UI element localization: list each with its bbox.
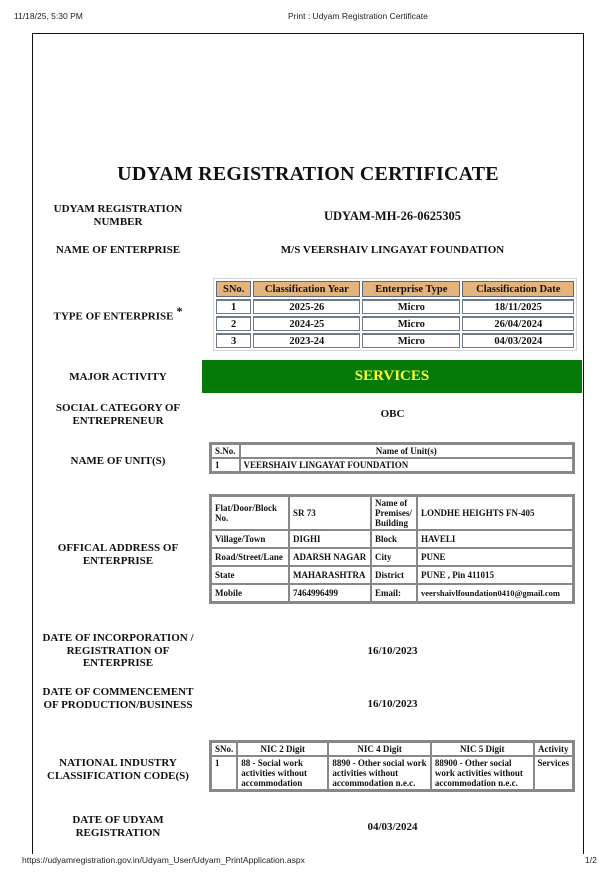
cell-sno: 2 [216,316,251,331]
major-activity-value: SERVICES [202,360,582,393]
field-label: Mobile [211,584,289,602]
table-row [211,756,573,790]
field-value: 7464996499 [289,584,371,602]
cell-type: Micro [362,333,460,348]
table-row [211,496,573,530]
units-header-row [211,444,573,458]
nic-header-row [211,742,573,756]
major-activity-label: MAJOR ACTIVITY [69,371,167,383]
page-number: 1/2 [585,855,597,865]
table-row [211,566,573,584]
type-of-enterprise-label [36,305,200,323]
social-category-value: OBC [380,408,405,420]
print-url: https://udyamregistration.gov.in/Udyam_User/Udyam_PrintApplication.aspx [22,855,305,865]
registration-number-value: UDYAM-MH-26-0625305 [323,209,462,223]
field-label: City [371,548,417,566]
field-value: MAHARASHTRA [289,566,371,584]
cell-date: 26/04/2024 [462,316,574,331]
enterprise-name-value: M/S VEERSHAIV LINGAYAT FOUNDATION [280,244,505,256]
col-nic4: NIC 4 Digit [328,742,431,756]
table-row [216,333,574,348]
col-nic2: NIC 2 Digit [237,742,328,756]
units-label: NAME OF UNIT(S) [70,455,166,467]
commencement-date-value: 16/10/2023 [367,698,418,710]
field-value: LONDHE HEIGHTS FN-405 [417,496,573,530]
certificate-title: UDYAM REGISTRATION CERTIFICATE [117,163,499,185]
cell-type: Micro [362,299,460,314]
cell-nic5: 88900 - Other social work activities without accommodation n.e.c. [431,756,534,790]
cell-year: 2023-24 [253,333,360,348]
field-label: District [371,566,417,584]
field-value: PUNE , Pin 411015 [417,566,573,584]
type-of-enterprise-text: TYPE OF ENTERPRISE [53,310,174,323]
table-row [216,316,574,331]
field-label: Flat/Door/Block No. [211,496,289,530]
field-value: PUNE [417,548,573,566]
table-row [211,548,573,566]
field-label: Name of Premises/ Building [371,496,417,530]
table-row [211,584,573,602]
enterprise-name-label: NAME OF ENTERPRISE [55,244,181,256]
table-row [211,458,573,472]
email-value: veershaivlfoundation0410@gmail.com [417,584,573,602]
col-sno: SNo. [211,742,237,756]
udyam-registration-date-label: DATE OF UDYAM REGISTRATION [72,814,164,839]
cell-unit-name: VEERSHAIV LINGAYAT FOUNDATION [240,458,573,472]
address-table [209,494,575,604]
cell-year: 2024-25 [253,316,360,331]
commencement-date-label: DATE OF COMMENCEMENT OF PRODUCTION/BUSINESS [42,686,194,711]
table-row [216,299,574,314]
nic-label: NATIONAL INDUSTRY CLASSIFICATION CODE(S) [47,757,189,782]
field-value: DIGHI [289,530,371,548]
incorporation-date-label: DATE OF INCORPORATION / REGISTRATION OF ENTERPRISE [42,632,194,669]
cell-activity: Services [534,756,574,790]
print-timestamp: 11/18/25, 5:30 PM [14,11,83,21]
col-unit-name: Name of Unit(s) [240,444,573,458]
cell-sno: 1 [211,756,237,790]
cell-date: 18/11/2025 [462,299,574,314]
col-activity: Activity [534,742,574,756]
print-page-title: Print : Udyam Registration Certificate [288,11,428,21]
classification-table [213,278,577,351]
incorporation-date-value: 16/10/2023 [367,645,418,657]
field-value: ADARSH NAGAR [289,548,371,566]
cell-nic2: 88 - Social work activities without accommodation [237,756,328,790]
field-label: Road/Street/Lane [211,548,289,566]
cell-year: 2025-26 [253,299,360,314]
nic-table [209,740,575,792]
units-table [209,442,575,474]
field-label: Block [371,530,417,548]
field-value: SR 73 [289,496,371,530]
cell-sno: 1 [211,458,240,472]
col-enterprise-type: Enterprise Type [362,281,460,297]
table-row [211,530,573,548]
col-classification-date: Classification Date [462,281,574,297]
udyam-registration-date-value: 04/03/2024 [367,821,418,833]
cell-type: Micro [362,316,460,331]
cell-sno: 3 [216,333,251,348]
asterisk-marker: * [176,304,183,318]
field-label: Email: [371,584,417,602]
field-label: State [211,566,289,584]
social-category-label: SOCIAL CATEGORY OF ENTREPRENEUR [55,402,181,427]
cell-sno: 1 [216,299,251,314]
col-nic5: NIC 5 Digit [431,742,534,756]
cell-date: 04/03/2024 [462,333,574,348]
col-sno: S.No. [211,444,240,458]
col-classification-year: Classification Year [253,281,360,297]
field-value: HAVELI [417,530,573,548]
cell-nic4: 8890 - Other social work activities without accommodation n.e.c. [328,756,431,790]
registration-number-label: UDYAM REGISTRATION NUMBER [53,203,183,228]
classification-header-row [216,281,574,297]
field-label: Village/Town [211,530,289,548]
col-sno: SNo. [216,281,251,297]
address-label: OFFICAL ADDRESS OF ENTERPRISE [57,542,179,567]
